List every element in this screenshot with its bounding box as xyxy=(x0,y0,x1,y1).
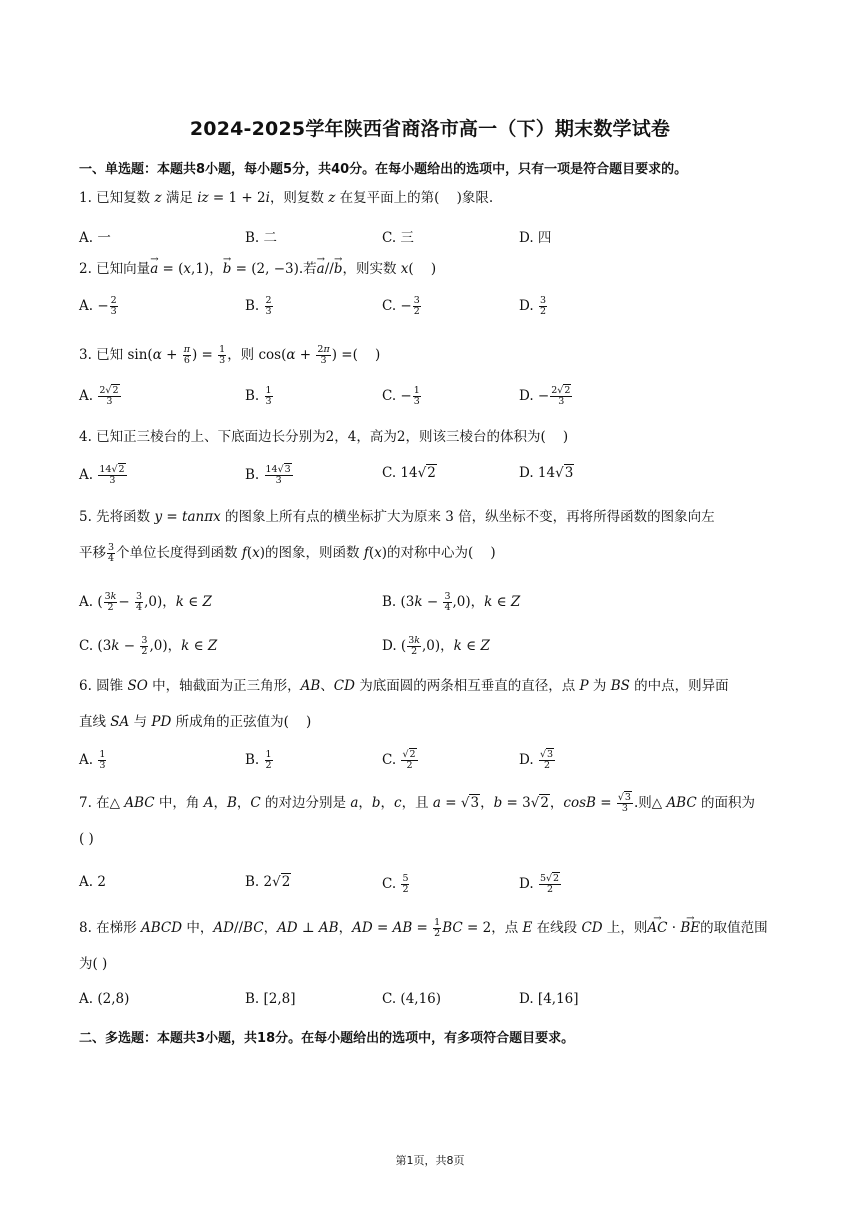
question-2-options xyxy=(79,296,784,322)
question-3-options xyxy=(79,386,784,412)
question-8-stem-line-1: 8. 在梯形 ABCD 中，AD//BC，AD ⊥ AB，AD = AB = $\frac{1}{2}$ BC = 2，点 E 在线段 CD 上，则→ AC · → BE的取值范围 xyxy=(79,910,784,946)
question-4-options xyxy=(79,465,784,491)
question-1-stem: 1. 已知复数 z 满足 iz = 1 + 2i，则复数 z 在复平面上的第( )象限. xyxy=(79,190,494,206)
option-c[interactable]: C. $\frac{√2}{2}$ xyxy=(382,749,416,771)
question-1-options xyxy=(79,226,784,252)
option-c[interactable]: C. − $\frac{1}{3}$ xyxy=(382,385,420,407)
option-c[interactable]: C. 14√2 xyxy=(382,465,436,481)
question-1 xyxy=(79,180,784,216)
question-6-stem-line-1: 6. 圆锥 SO 中，轴截面为正三角形，AB、CD 为底面圆的两条相互垂直的直径，点 P 为 BS 的中点，则异面 xyxy=(79,678,729,694)
question-2 xyxy=(79,251,784,287)
question-8 xyxy=(79,910,784,982)
question-7 xyxy=(79,785,784,857)
option-d[interactable]: D. $\frac{3}{2}$ xyxy=(519,295,546,317)
section-heading-single-choice: 一、单选题：本题共8小题，每小题5分，共40分。在每小题给出的选项中，只有一项是符合题目要求的。 xyxy=(79,162,688,177)
question-8-options xyxy=(79,991,784,1017)
option-d[interactable]: D. 14√3 xyxy=(519,465,574,481)
section-heading-multiple-choice: 二、多选题：本题共3小题，共18分。在每小题给出的选项中，有多项符合题目要求。 xyxy=(79,1031,575,1046)
question-7-stem-line-1: 7. 在△ ABC 中，角 A，B，C 的对边分别是 a，b，c，且 a = √3，b = 3√2，cosB = $\frac{√3}{3}$ .则△ ABC 的面积为 xyxy=(79,792,755,814)
option-b[interactable]: B. (3k − $\frac{3}{4}$ ,0)，k ∈ Z xyxy=(382,591,521,613)
option-d[interactable]: D. $\frac{5√2}{2}$ xyxy=(519,873,560,895)
option-d[interactable]: D. ( $\frac{3k}{2}$ ,0)，k ∈ Z xyxy=(382,635,490,657)
option-b[interactable]: B. $\frac{2}{3}$ xyxy=(245,295,272,317)
question-6-options xyxy=(79,750,784,776)
option-d[interactable]: D. [4,16] xyxy=(519,991,579,1007)
option-c[interactable]: C. (3k − $\frac{3}{2}$ ,0)，k ∈ Z xyxy=(79,635,218,657)
option-a[interactable]: A. ( $\frac{3k}{2}$ − $\frac{3}{4}$ ,0)，k ∈ Z xyxy=(79,591,212,613)
option-c[interactable]: C. − $\frac{3}{2}$ xyxy=(382,295,420,317)
question-number: 1. xyxy=(79,190,92,206)
option-b[interactable]: B. $\frac{1}{3}$ xyxy=(245,385,272,407)
question-5-stem-line-2: 平移 $\frac{3}{4}$ 个单位长度得到函数 f(x)的图象，则函数 f(x)的对称中心为( ) xyxy=(79,542,496,564)
option-a[interactable]: A. 一 xyxy=(79,230,111,246)
question-5-stem-line-1: 5. 先将函数 y = tanπx 的图象上所有点的横坐标扩大为原来 3 倍，纵坐标不变，再将所得函数的图象向左 xyxy=(79,509,715,525)
option-a[interactable]: A. (2,8) xyxy=(79,991,130,1007)
option-a[interactable]: A. $\frac{14√2}{3}$ xyxy=(79,464,125,486)
question-number: 3. xyxy=(79,347,92,363)
option-d[interactable]: D. − $\frac{2√2}{3}$ xyxy=(519,385,571,407)
question-3-stem: 3. 已知 sin(α + $\frac{\pi}{6}$ ) = $\frac{1}{3}$ ，则 cos(α + $\frac{2\pi}{3}$ ) =( ) xyxy=(79,344,381,366)
option-c[interactable]: C. $\frac{5}{2}$ xyxy=(382,873,409,895)
option-a[interactable]: A. $\frac{2√2}{3}$ xyxy=(79,385,119,407)
page-title: 2024-2025学年陕西省商洛市高一（下）期末数学试卷 xyxy=(189,118,671,140)
option-b[interactable]: B. [2,8] xyxy=(245,991,296,1007)
question-3 xyxy=(79,337,784,373)
question-5-options-row-2 xyxy=(79,634,784,660)
question-number: 5. xyxy=(79,509,92,525)
question-4 xyxy=(79,419,784,455)
page-footer: 第1页，共8页 xyxy=(395,1154,465,1167)
option-c[interactable]: C. 三 xyxy=(382,230,414,246)
option-d[interactable]: D. $\frac{√3}{2}$ xyxy=(519,749,554,771)
option-d[interactable]: D. 四 xyxy=(519,230,552,246)
option-a[interactable]: A. $\frac{1}{3}$ xyxy=(79,749,106,771)
question-2-stem: 2. 已知向量→ a = (x,1)，→ b = (2, −3).若→ a//→ b，则实数 x( ) xyxy=(79,251,784,287)
question-number: 6. xyxy=(79,678,92,694)
option-b[interactable]: B. 2√2 xyxy=(245,874,291,890)
question-number: 8. xyxy=(79,920,92,936)
question-6 xyxy=(79,668,784,740)
question-number: 7. xyxy=(79,795,92,811)
question-7-stem-line-2: ( ) xyxy=(79,831,94,847)
question-7-options xyxy=(79,874,784,900)
question-5 xyxy=(79,499,784,571)
question-number: 4. xyxy=(79,429,92,445)
option-a[interactable]: A. − $\frac{2}{3}$ xyxy=(79,295,117,317)
question-8-stem-line-2: 为( ) xyxy=(79,956,108,972)
option-a[interactable]: A. 2 xyxy=(79,874,106,890)
option-b[interactable]: B. $\frac{1}{2}$ xyxy=(245,749,272,771)
option-b[interactable]: B. 二 xyxy=(245,230,278,246)
question-4-stem: 4. 已知正三棱台的上、下底面边长分别为2，4，高为2，则该三棱台的体积为( ) xyxy=(79,429,569,445)
option-c[interactable]: C. (4,16) xyxy=(382,991,442,1007)
option-b[interactable]: B. $\frac{14√3}{3}$ xyxy=(245,464,291,486)
question-6-stem-line-2: 直线 SA 与 PD 所成角的正弦值为( ) xyxy=(79,714,312,730)
question-5-options-row-1 xyxy=(79,590,784,616)
question-number: 2. xyxy=(79,261,92,277)
